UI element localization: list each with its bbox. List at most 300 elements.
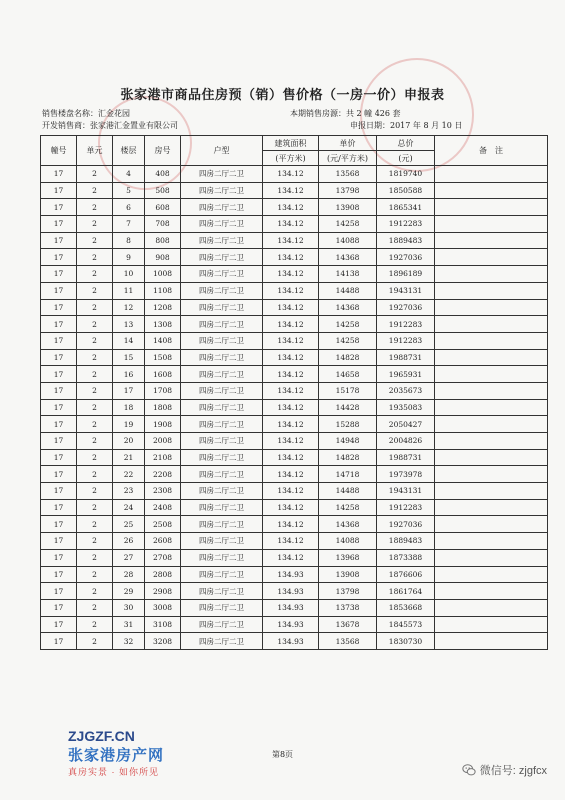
cell-total: 1912283 [377,216,435,233]
cell-unit: 2 [77,366,113,383]
col-price: 单价 [319,136,377,151]
cell-price: 13908 [319,199,377,216]
col-remark: 备 注 [435,136,548,166]
cell-floor: 18 [113,399,145,416]
cell-remark [435,483,548,500]
table-row [41,299,548,316]
cell-area: 134.12 [263,282,319,299]
cell-room: 2708 [145,549,181,566]
col-building: 幢号 [41,136,77,166]
cell-floor: 30 [113,599,145,616]
developer-name: 张家港汇金置业有限公司 [90,121,178,130]
cell-room: 2308 [145,483,181,500]
table-row [41,633,548,650]
cell-room: 2808 [145,566,181,583]
cell-type: 四房二厅二卫 [181,166,263,183]
cell-area: 134.93 [263,599,319,616]
cell-type: 四房二厅二卫 [181,549,263,566]
cell-total: 1988731 [377,349,435,366]
date-label: 申报日期： [350,121,390,130]
site-logo [68,728,164,778]
cell-area: 134.12 [263,266,319,283]
cell-total: 1819740 [377,166,435,183]
table-row [41,332,548,349]
cell-type: 四房二厅二卫 [181,366,263,383]
cell-remark [435,249,548,266]
cell-unit: 2 [77,266,113,283]
cell-floor: 16 [113,366,145,383]
cell-price: 14258 [319,216,377,233]
cell-price: 14258 [319,499,377,516]
header-row [41,136,548,151]
col-area: 建筑面积 [263,136,319,151]
cell-floor: 31 [113,616,145,633]
cell-building: 17 [41,366,77,383]
cell-building: 17 [41,599,77,616]
cell-total: 1943131 [377,483,435,500]
cell-floor: 10 [113,266,145,283]
cell-total: 1935083 [377,399,435,416]
cell-area: 134.93 [263,616,319,633]
cell-floor: 11 [113,282,145,299]
cell-floor: 9 [113,249,145,266]
cell-price: 13798 [319,583,377,600]
cell-remark [435,266,548,283]
table-row [41,282,548,299]
cell-building: 17 [41,533,77,550]
cell-room: 508 [145,182,181,199]
cell-remark [435,349,548,366]
page-number: 第8页 [271,750,294,759]
cell-building: 17 [41,566,77,583]
table-row [41,216,548,233]
table-row [41,382,548,399]
cell-room: 1708 [145,382,181,399]
cell-type: 四房二厅二卫 [181,566,263,583]
cell-price: 14088 [319,232,377,249]
cell-building: 17 [41,583,77,600]
cell-area: 134.12 [263,382,319,399]
cell-floor: 4 [113,166,145,183]
cell-unit: 2 [77,449,113,466]
cell-unit: 2 [77,433,113,450]
cell-room: 1208 [145,299,181,316]
cell-floor: 15 [113,349,145,366]
cell-type: 四房二厅二卫 [181,332,263,349]
cell-remark [435,499,548,516]
cell-building: 17 [41,332,77,349]
cell-remark [435,616,548,633]
cell-floor: 17 [113,382,145,399]
cell-room: 2008 [145,433,181,450]
cell-total: 1873388 [377,549,435,566]
cell-type: 四房二厅二卫 [181,516,263,533]
table-row [41,316,548,333]
cell-price: 14088 [319,533,377,550]
cell-building: 17 [41,516,77,533]
cell-building: 17 [41,433,77,450]
table-row [41,199,548,216]
col-area-unit: (平方米) [263,151,319,166]
cell-room: 808 [145,232,181,249]
cell-remark [435,449,548,466]
cell-room: 1308 [145,316,181,333]
cell-unit: 2 [77,399,113,416]
cell-price: 14488 [319,282,377,299]
sales-source-line [290,108,401,119]
cell-type: 四房二厅二卫 [181,633,263,650]
cell-unit: 2 [77,299,113,316]
cell-total: 2004826 [377,433,435,450]
source-label: 本期销售房源： [290,109,346,118]
cell-room: 1008 [145,266,181,283]
cell-price: 14258 [319,332,377,349]
table-row [41,599,548,616]
cell-type: 四房二厅二卫 [181,249,263,266]
cell-remark [435,182,548,199]
cell-total: 1853668 [377,599,435,616]
cell-room: 3208 [145,633,181,650]
cell-floor: 21 [113,449,145,466]
cell-area: 134.12 [263,316,319,333]
table-row [41,416,548,433]
cell-type: 四房二厅二卫 [181,232,263,249]
cell-unit: 2 [77,416,113,433]
table-row [41,433,548,450]
cell-remark [435,199,548,216]
cell-type: 四房二厅二卫 [181,449,263,466]
cell-room: 2108 [145,449,181,466]
cell-area: 134.12 [263,549,319,566]
cell-unit: 2 [77,249,113,266]
cell-room: 908 [145,249,181,266]
cell-room: 708 [145,216,181,233]
table-row [41,366,548,383]
cell-type: 四房二厅二卫 [181,433,263,450]
cell-remark [435,366,548,383]
cell-total: 1896189 [377,266,435,283]
cell-unit: 2 [77,182,113,199]
cell-area: 134.12 [263,332,319,349]
cell-unit: 2 [77,516,113,533]
cell-unit: 2 [77,533,113,550]
table-row [41,583,548,600]
cell-type: 四房二厅二卫 [181,483,263,500]
cell-area: 134.12 [263,449,319,466]
cell-total: 1889483 [377,232,435,249]
cell-area: 134.12 [263,416,319,433]
cell-room: 3008 [145,599,181,616]
cell-unit: 2 [77,166,113,183]
cell-building: 17 [41,316,77,333]
cell-floor: 24 [113,499,145,516]
cell-area: 134.12 [263,466,319,483]
date-value: 2017 年 8 月 10 日 [390,121,463,130]
cell-building: 17 [41,466,77,483]
cell-type: 四房二厅二卫 [181,583,263,600]
cell-total: 1912283 [377,316,435,333]
cell-remark [435,633,548,650]
cell-type: 四房二厅二卫 [181,616,263,633]
cell-floor: 7 [113,216,145,233]
cell-total: 2050427 [377,416,435,433]
cell-total: 1943131 [377,282,435,299]
cell-total: 1861764 [377,583,435,600]
cell-total: 1927036 [377,516,435,533]
cell-room: 1608 [145,366,181,383]
cell-area: 134.12 [263,433,319,450]
cell-type: 四房二厅二卫 [181,399,263,416]
cell-price: 14718 [319,466,377,483]
cell-area: 134.12 [263,299,319,316]
cell-building: 17 [41,549,77,566]
cell-unit: 2 [77,499,113,516]
cell-type: 四房二厅二卫 [181,282,263,299]
table-row [41,266,548,283]
table-row [41,466,548,483]
col-unit: 单元 [77,136,113,166]
project-label: 销售楼盘名称： [42,109,98,118]
table-row [41,499,548,516]
cell-room: 3108 [145,616,181,633]
table-row [41,449,548,466]
cell-remark [435,332,548,349]
logo-url: ZJGZF.CN [68,728,135,744]
cell-building: 17 [41,449,77,466]
cell-building: 17 [41,299,77,316]
cell-floor: 28 [113,566,145,583]
cell-unit: 2 [77,382,113,399]
cell-price: 15178 [319,382,377,399]
cell-total: 1965931 [377,366,435,383]
cell-area: 134.12 [263,499,319,516]
cell-type: 四房二厅二卫 [181,349,263,366]
cell-area: 134.12 [263,232,319,249]
cell-area: 134.12 [263,399,319,416]
table-row [41,182,548,199]
cell-price: 14948 [319,433,377,450]
cell-remark [435,599,548,616]
cell-price: 14828 [319,449,377,466]
cell-building: 17 [41,249,77,266]
cell-room: 2208 [145,466,181,483]
cell-room: 2608 [145,533,181,550]
cell-room: 408 [145,166,181,183]
cell-room: 608 [145,199,181,216]
cell-remark [435,232,548,249]
cell-floor: 20 [113,433,145,450]
cell-total: 1912283 [377,332,435,349]
cell-remark [435,216,548,233]
cell-floor: 6 [113,199,145,216]
cell-building: 17 [41,399,77,416]
cell-floor: 14 [113,332,145,349]
table-row [41,349,548,366]
cell-room: 1508 [145,349,181,366]
cell-price: 13908 [319,566,377,583]
cell-unit: 2 [77,633,113,650]
cell-unit: 2 [77,282,113,299]
cell-floor: 23 [113,483,145,500]
report-title: 张家港市商品住房预（销）售价格（一房一价）申报表 [120,88,445,103]
wechat-watermark [462,762,547,778]
cell-building: 17 [41,499,77,516]
cell-area: 134.93 [263,633,319,650]
cell-total: 2035673 [377,382,435,399]
cell-total: 1850588 [377,182,435,199]
cell-area: 134.12 [263,533,319,550]
table-row [41,533,548,550]
cell-floor: 27 [113,549,145,566]
wechat-icon [462,763,476,777]
price-table [40,135,548,650]
cell-unit: 2 [77,566,113,583]
col-total: 总价 [377,136,435,151]
cell-area: 134.93 [263,566,319,583]
cell-unit: 2 [77,583,113,600]
cell-area: 134.12 [263,349,319,366]
logo-slogan: 真房实景 · 如你所见 [68,767,159,777]
cell-room: 1108 [145,282,181,299]
cell-building: 17 [41,416,77,433]
cell-unit: 2 [77,483,113,500]
cell-area: 134.93 [263,583,319,600]
cell-price: 14368 [319,516,377,533]
cell-building: 17 [41,182,77,199]
logo-name: 张家港房产网 [68,747,165,764]
source-value: 共 2 幢 426 套 [346,109,401,118]
developer-line [42,120,178,131]
cell-floor: 8 [113,232,145,249]
cell-type: 四房二厅二卫 [181,382,263,399]
cell-unit: 2 [77,549,113,566]
cell-price: 13738 [319,599,377,616]
cell-total: 1973978 [377,466,435,483]
col-price-unit: (元/平方米) [319,151,377,166]
cell-building: 17 [41,382,77,399]
cell-unit: 2 [77,616,113,633]
cell-floor: 26 [113,533,145,550]
cell-area: 134.12 [263,366,319,383]
cell-total: 1988731 [377,449,435,466]
table-row [41,483,548,500]
cell-area: 134.12 [263,199,319,216]
table-row [41,249,548,266]
cell-price: 14138 [319,266,377,283]
table-row [41,166,548,183]
cell-total: 1830730 [377,633,435,650]
cell-remark [435,583,548,600]
project-name-line [42,108,130,119]
cell-price: 13568 [319,633,377,650]
cell-floor: 32 [113,633,145,650]
cell-remark [435,399,548,416]
cell-price: 13568 [319,166,377,183]
cell-unit: 2 [77,349,113,366]
cell-room: 1808 [145,399,181,416]
project-name: 汇金花园 [98,109,130,118]
developer-label: 开发销售商： [42,121,90,130]
cell-floor: 19 [113,416,145,433]
cell-type: 四房二厅二卫 [181,299,263,316]
cell-unit: 2 [77,466,113,483]
cell-floor: 29 [113,583,145,600]
cell-remark [435,416,548,433]
cell-total: 1889483 [377,533,435,550]
cell-unit: 2 [77,332,113,349]
col-total-unit: (元) [377,151,435,166]
cell-building: 17 [41,282,77,299]
cell-price: 14258 [319,316,377,333]
cell-unit: 2 [77,216,113,233]
cell-remark [435,299,548,316]
wechat-id: 微信号: zjgfcx [479,765,547,777]
cell-floor: 25 [113,516,145,533]
cell-floor: 13 [113,316,145,333]
cell-remark [435,282,548,299]
cell-remark [435,316,548,333]
cell-type: 四房二厅二卫 [181,599,263,616]
cell-building: 17 [41,216,77,233]
cell-total: 1865341 [377,199,435,216]
cell-area: 134.12 [263,166,319,183]
cell-price: 13678 [319,616,377,633]
cell-floor: 12 [113,299,145,316]
cell-remark [435,433,548,450]
cell-building: 17 [41,349,77,366]
table-row [41,566,548,583]
col-room: 房号 [145,136,181,166]
table-row [41,549,548,566]
cell-room: 1908 [145,416,181,433]
cell-building: 17 [41,266,77,283]
cell-building: 17 [41,633,77,650]
cell-total: 1876606 [377,566,435,583]
cell-remark [435,166,548,183]
cell-area: 134.12 [263,483,319,500]
col-floor: 楼层 [113,136,145,166]
cell-price: 14428 [319,399,377,416]
cell-remark [435,466,548,483]
cell-total: 1927036 [377,249,435,266]
cell-type: 四房二厅二卫 [181,216,263,233]
cell-price: 15288 [319,416,377,433]
cell-type: 四房二厅二卫 [181,316,263,333]
cell-unit: 2 [77,232,113,249]
cell-remark [435,566,548,583]
cell-type: 四房二厅二卫 [181,466,263,483]
cell-room: 2908 [145,583,181,600]
cell-price: 14368 [319,299,377,316]
table-row [41,232,548,249]
cell-type: 四房二厅二卫 [181,182,263,199]
cell-room: 2508 [145,516,181,533]
cell-unit: 2 [77,199,113,216]
cell-total: 1912283 [377,499,435,516]
cell-building: 17 [41,483,77,500]
cell-price: 13798 [319,182,377,199]
cell-type: 四房二厅二卫 [181,416,263,433]
cell-total: 1845573 [377,616,435,633]
table-row [41,516,548,533]
cell-type: 四房二厅二卫 [181,266,263,283]
col-type: 户型 [181,136,263,166]
cell-floor: 22 [113,466,145,483]
cell-unit: 2 [77,316,113,333]
cell-area: 134.12 [263,216,319,233]
cell-area: 134.12 [263,249,319,266]
cell-building: 17 [41,166,77,183]
